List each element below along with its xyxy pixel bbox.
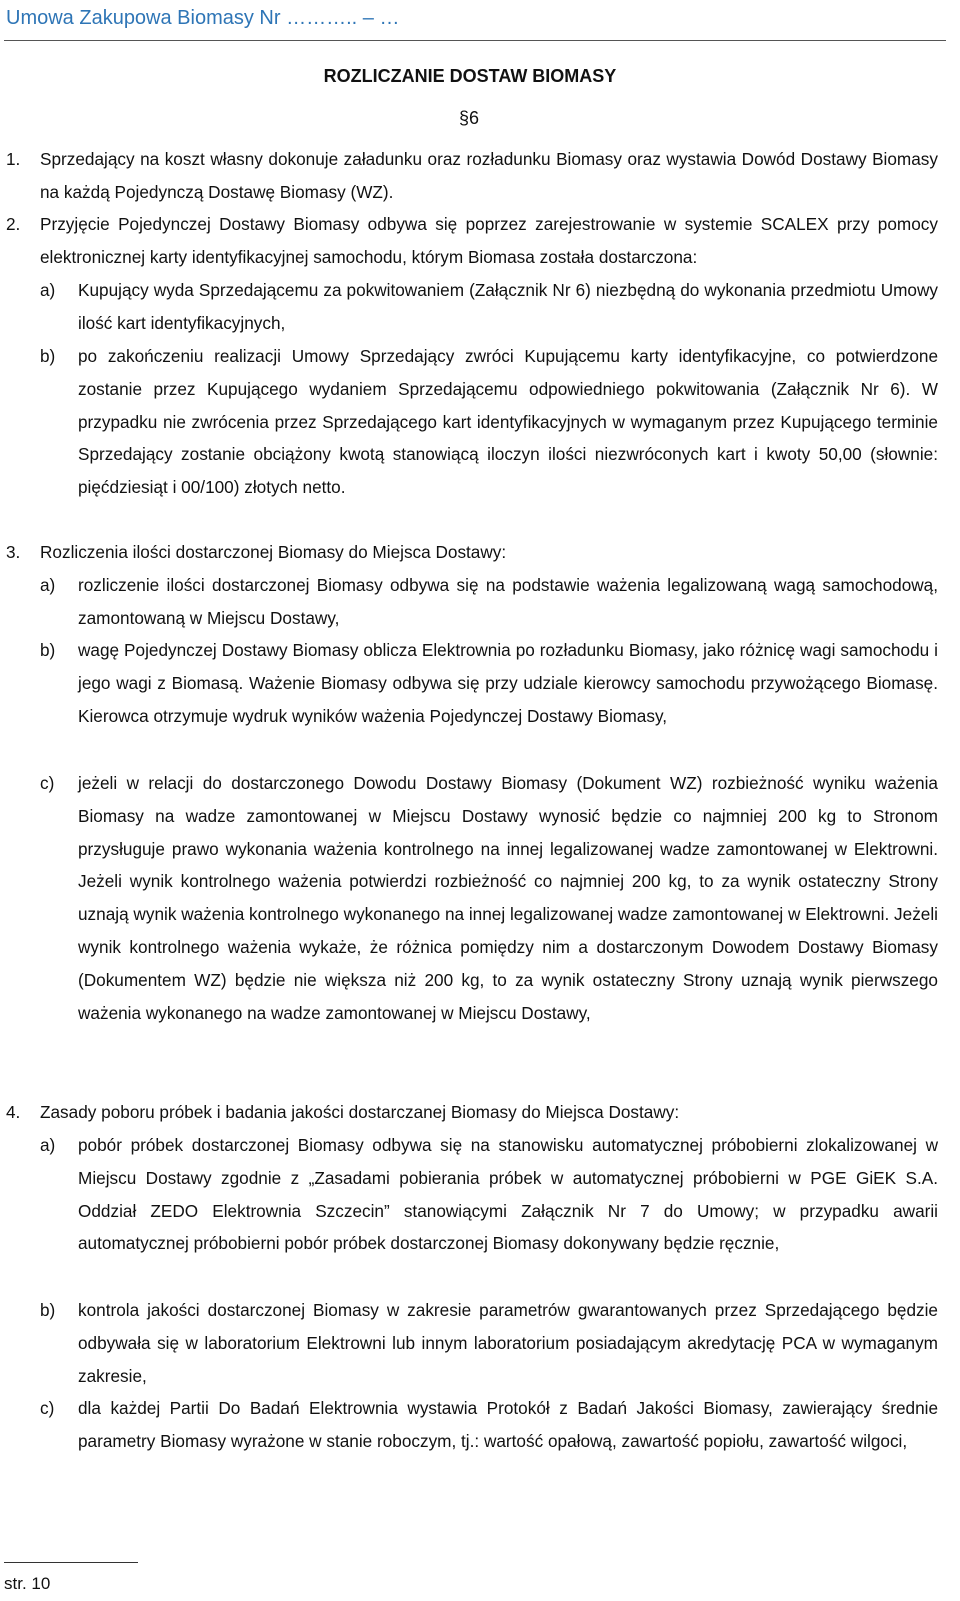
subitem-text: jeżeli w relacji do dostarczonego Dowodu Dostawy Biomasy (Dokument WZ) rozbieżność wyniku ważenia Biomasy na wadze zamontowanej w Miejscu Dostawy wynosić będzie co najmniej 200 kg to Stronom przysługuje prawo wykonania ważenia kontrolnego na innej legalizowanej wadze zamontowanej w Elektrowni. Jeżeli wynik kontrolnego ważenia potwierdzi rozbieżność co najmniej 200 kg, to za wynik ostateczny Strony uznają wynik ważenia kontrolnego wykonanego na innej legalizowanej wadze zamontowanej w Elektrowni. Jeżeli wynik kontrolnego ważenia wykaże, że różnica pomiędzy nim a dostarczonym Dowodem Dostawy Biomasy (Dokumentem WZ) będzie nie większa niż 200 kg, to za wynik ostateczny Strony uznają wynik pierwszego ważenia wykonanego na wadze zamontowanej w Miejscu Dostawy, (78, 773, 938, 1023)
item-number: 3. (6, 542, 21, 562)
subitem-label: a) (40, 1135, 56, 1155)
subitem-text: wagę Pojedynczej Dostawy Biomasy oblicza Elektrownia po rozładunku Biomasy, jako różnicę wagi samochodu i jego wagi z Biomasą. Ważenie Biomasy odbywa się przy udziale kierowcy samochodu przywożącego Biomasę. Kierowca otrzymuje wydruk wyników ważenia Pojedynczej Dostawy Biomasy, (78, 640, 938, 726)
item-text: Przyjęcie Pojedynczej Dostawy Biomasy odbywa się poprzez zarejestrowanie w systemie SCALEX przy pomocy elektronicznej karty identyfikacyjnej samochodu, którym Biomasa została dostarczona: (40, 214, 938, 267)
section-number: §6 (459, 108, 480, 128)
subitem-text: dla każdej Partii Do Badań Elektrownia wystawia Protokół z Badań Jakości Biomasy, zawierający średnie parametry Biomasy wyrażone w stanie roboczym, tj.: wartość opałową, zawartość popiołu, zawartość wilgoci, (78, 1398, 938, 1451)
item-number: 1. (6, 149, 21, 169)
item-text: Sprzedający na koszt własny dokonuje załadunku oraz rozładunku Biomasy oraz wystawia Dowód Dostawy Biomasy na każdą Pojedynczą Dostawę Biomasy (WZ). (40, 149, 938, 202)
subitem-label: c) (40, 1398, 55, 1418)
subitem-label: b) (40, 640, 56, 660)
item-text: Zasady poboru próbek i badania jakości dostarczanej Biomasy do Miejsca Dostawy: (40, 1102, 680, 1122)
document-heading: ROZLICZANIE DOSTAW BIOMASY (323, 66, 617, 86)
subitem-label: b) (40, 346, 56, 366)
subitem-text: pobór próbek dostarczonej Biomasy odbywa się na stanowisku automatycznej próbobierni zlokalizowanej w Miejscu Dostawy zgodnie z „Zasadami pobierania próbek w automatycznej próbobierni w PGE GiEK S.A. Oddział ZEDO Elektrownia Szczecin” stanowiącymi Załącznik Nr 7 do Umowy; w przypadku awarii automatycznej próbobierni pobór próbek dostarczonej Biomasy dokonywany będzie ręcznie, (78, 1135, 938, 1254)
footer-divider (4, 1562, 138, 1563)
subitem-label: b) (40, 1300, 56, 1320)
subitem-text: Kupujący wyda Sprzedającemu za pokwitowaniem (Załącznik Nr 6) niezbędną do wykonania przedmiotu Umowy ilość kart identyfikacyjnych, (78, 280, 938, 333)
subitem-text: kontrola jakości dostarczonej Biomasy w zakresie parametrów gwarantowanych przez Sprzedającego będzie odbywała się w laboratorium Elektrowni lub innym laboratorium posiadającym akredytację PCA w wymaganym zakresie, (78, 1300, 938, 1386)
subitem-label: a) (40, 575, 56, 595)
header-title: Umowa Zakupowa Biomasy Nr ……….. – … (6, 7, 400, 29)
subitem-label: a) (40, 280, 56, 300)
subitem-text: rozliczenie ilości dostarczonej Biomasy odbywa się na podstawie ważenia legalizowaną wagą samochodową, zamontowaną w Miejscu Dostawy, (78, 575, 938, 628)
page-number: str. 10 (4, 1574, 51, 1593)
item-number: 4. (6, 1102, 21, 1122)
item-number: 2. (6, 214, 21, 234)
subitem-label: c) (40, 773, 55, 793)
page-header (4, 4, 946, 41)
subitem-text: po zakończeniu realizacji Umowy Sprzedający zwróci Kupującemu karty identyfikacyjne, co potwierdzone zostanie przez Kupującego wydaniem Sprzedającemu odpowiedniego pokwitowania (Załącznik Nr 6). W przypadku nie zwrócenia przez Sprzedającego kart identyfikacyjnych w wymaganym przez Kupującego terminie Sprzedający zostanie obciążony kwotą stanowiącą iloczyn ilości niezwróconych kart i kwoty 50,00 (słownie: pięćdziesiąt i 00/100) złotych netto. (78, 346, 938, 498)
item-text: Rozliczenia ilości dostarczonej Biomasy do Miejsca Dostawy: (40, 542, 507, 562)
